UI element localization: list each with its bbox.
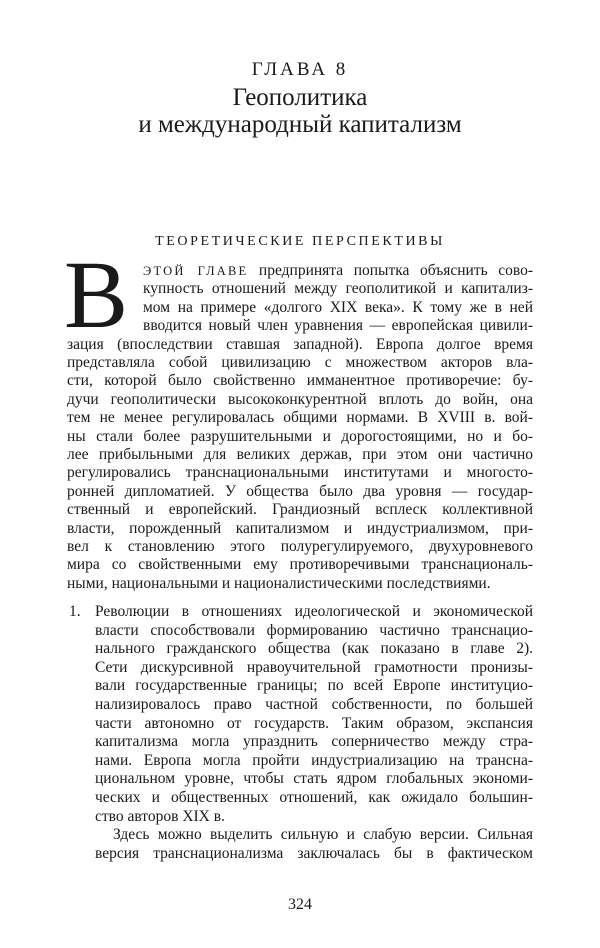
text-line <box>95 659 533 677</box>
text-line <box>143 280 533 298</box>
text-line <box>67 391 533 409</box>
chapter-label: ГЛАВА 8 <box>251 59 349 80</box>
line-text: ны стали более разрушительными и дорогостоящими, но и бо- <box>67 427 533 445</box>
line-text: лее прибыльными для великих держав, при этом они частично <box>67 446 533 463</box>
list-item-number: 1. <box>69 603 81 620</box>
lead-smallcaps: ЭТОЙ ГЛАВЕ <box>143 264 249 278</box>
line-text: власти способствовали формированию частично транснацио- <box>95 621 533 639</box>
line-text: мом на примере «долгого XIX века». К тому же в ней <box>143 298 533 316</box>
text-line <box>95 770 533 788</box>
text-line <box>67 538 533 556</box>
text-line <box>143 262 533 280</box>
line-text: сти, которой было свойственно имманентное противоречие: бу- <box>67 372 533 390</box>
text-line <box>113 826 533 844</box>
line-text: вали государственные границы; по всей Европе институцио- <box>95 677 533 695</box>
line-text: нального гражданского общества (как показано в главе 2). <box>95 640 533 658</box>
chapter-title-line1: Геополитика <box>232 84 368 111</box>
text-line <box>67 556 533 574</box>
text-line <box>67 336 533 354</box>
text-line <box>67 483 533 501</box>
line-text: нами. Европа могла пройти индустриализацию на трансна- <box>95 751 533 769</box>
line-text: Революции в отношениях идеологической и экономической <box>95 603 533 620</box>
line-text: ство авторов XIX в. <box>95 807 225 825</box>
line-text: купность отношений между геополитикой и капитализ- <box>143 280 533 298</box>
line-text: власти, порожденный капитализмом и индустриализмом, при- <box>67 519 533 537</box>
text-line <box>95 789 533 807</box>
text-line <box>95 733 533 751</box>
line-text: вводится новый член уравнения — европейская цивили- <box>143 317 533 335</box>
line-text: предпринята попытка объяснить сово- <box>258 262 533 279</box>
text-line <box>95 808 533 826</box>
line-text: нализировалось право частной собственности, по большей <box>95 696 533 713</box>
text-line <box>67 501 533 519</box>
drop-cap: В <box>64 241 129 348</box>
chapter-title-line2: и международный капитализм <box>138 111 462 138</box>
text-line <box>95 603 533 621</box>
text-line <box>95 715 533 733</box>
text-line <box>95 640 533 658</box>
line-text: зация (впоследствии ставшая западной). Европа долгое время <box>67 335 533 353</box>
line-text: вел к становлению этого полурегулируемого, двухуровневого <box>67 538 533 555</box>
text-line <box>67 446 533 464</box>
text-line <box>67 428 533 446</box>
line-text: мира со свойственными ему противоречивыми транснациональ- <box>67 556 533 574</box>
text-line <box>67 354 533 372</box>
text-line <box>95 677 533 695</box>
text-line <box>143 317 533 335</box>
text-line <box>67 409 533 427</box>
line-text: Сети дискурсивной нравоучительной грамотности пронизы- <box>95 658 533 676</box>
text-line <box>95 622 533 640</box>
text-line <box>95 696 533 714</box>
text-line <box>143 299 533 317</box>
line-text: версия транснационализма заключалась бы в фактическом <box>95 844 533 862</box>
text-line <box>67 464 533 482</box>
line-text: дучи геополитически высококонкурентной вплоть до войн, она <box>67 390 533 408</box>
page-number: 324 <box>288 896 312 913</box>
text-line <box>67 575 533 593</box>
line-text: представляла собой цивилизацию с множеством акторов вла- <box>67 354 533 371</box>
line-text: тем не менее регулировалась общими нормами. В XVIII в. вой- <box>67 409 533 427</box>
line-text: ронней дипломатией. У общества было два уровня — государ- <box>67 482 533 500</box>
section-heading: ТЕОРЕТИЧЕСКИЕ ПЕРСПЕКТИВЫ <box>155 234 445 249</box>
line-text: части автономно от государств. Таким образом, экспансия <box>95 714 533 732</box>
line-text: ственный и европейский. Грандиозный всплеск коллективной <box>67 501 533 519</box>
text-line <box>67 372 533 390</box>
line-text: регулировались транснациональными институтами и многосто- <box>67 464 533 482</box>
line-text: ческих и общественных отношений, как ожидало большин- <box>95 789 533 806</box>
text-line <box>95 845 533 863</box>
line-text: капитализма могла упразднить соперничество между стра- <box>95 733 533 751</box>
line-text: циональном уровне, чтобы стать ядром глобальных экономи- <box>95 770 533 788</box>
text-line <box>95 752 533 770</box>
line-text: ными, национальными и националистическими последствиями. <box>67 574 491 592</box>
line-text: Здесь можно выделить сильную и слабую версии. Сильная <box>113 826 533 843</box>
text-line <box>67 520 533 538</box>
